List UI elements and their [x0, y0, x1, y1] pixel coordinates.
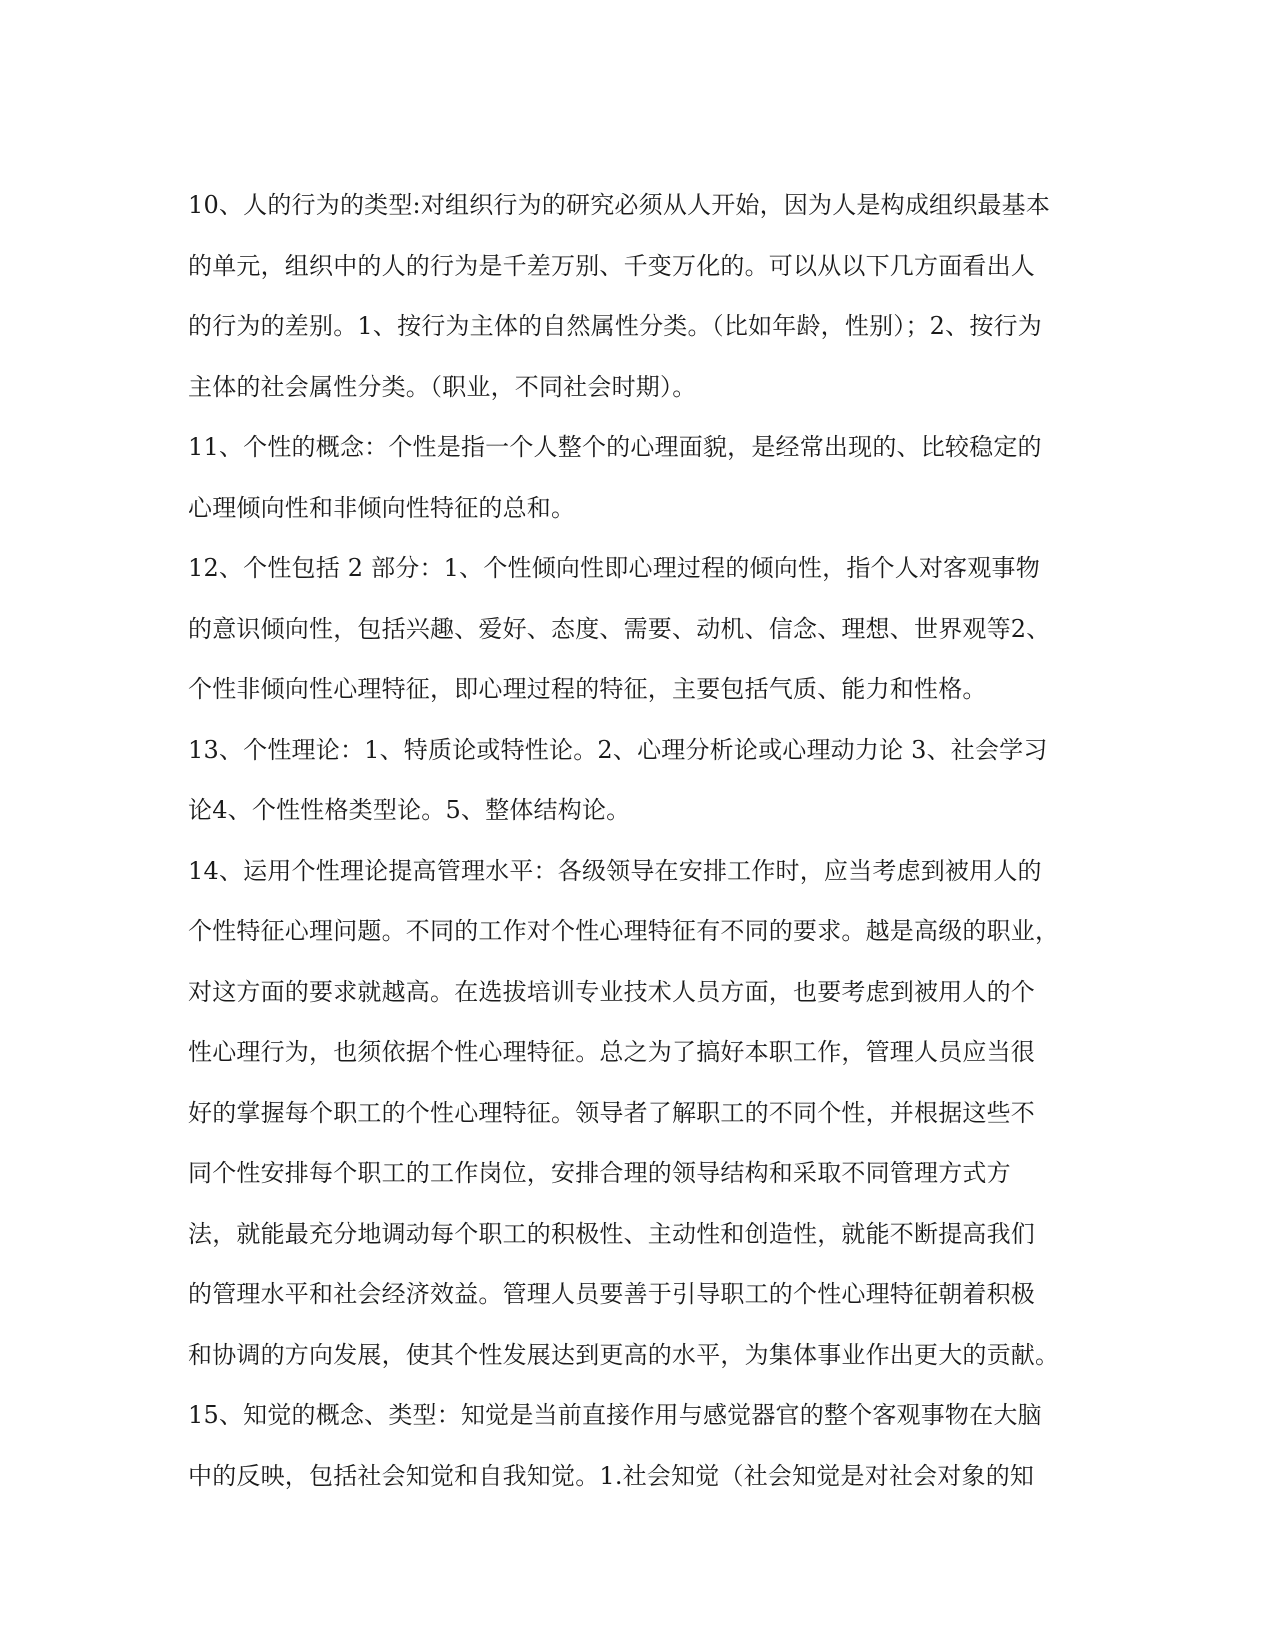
text-line: 好的掌握每个职工的个性心理特征。领导者了解职工的不同个性，并根据这些不: [188, 1098, 1035, 1127]
text-line: 13、个性理论：1、特质论或特性论。2、心理分析论或心理动力论 3、社会学习: [188, 735, 1048, 764]
text-line: 性心理行为，也须依据个性心理特征。总之为了搞好本职工作，管理人员应当很: [188, 1038, 1035, 1066]
text-line: 的单元，组织中的人的行为是千差万别、千变万化的。可以从以下几方面看出人: [188, 251, 1035, 280]
text-line: 10、人的行为的类型:对组织行为的研究必须从人开始，因为人是构成组织最基本: [188, 191, 1051, 219]
text-line: 的行为的差别。1、按行为主体的自然属性分类。（比如年龄，性别）；2、按行为: [188, 312, 1042, 340]
text-line: 的管理水平和社会经济效益。管理人员要善于引导职工的个性心理特征朝着积极: [188, 1280, 1035, 1308]
text-line: 个性非倾向性心理特征，即心理过程的特征，主要包括气质、能力和性格。: [188, 675, 987, 703]
document-body: [188, 175, 1088, 1506]
text-line: 14、运用个性理论提高管理水平：各级领导在安排工作时，应当考虑到被用人的: [188, 856, 1042, 885]
text-line: 个性特征心理问题。不同的工作对个性心理特征有不同的要求。越是高级的职业，: [188, 917, 1060, 945]
text-line: 和协调的方向发展，使其个性发展达到更高的水平，为集体事业作出更大的贡献。: [188, 1340, 1060, 1369]
text-line: 论4、个性性格类型论。5、整体结构论。: [188, 796, 631, 824]
text-line: 心理倾向性和非倾向性特征的总和。: [188, 493, 576, 522]
text-line: 15、知觉的概念、类型：知觉是当前直接作用与感觉器官的整个客观事物在大脑: [188, 1401, 1042, 1429]
text-line: 的意识倾向性，包括兴趣、爱好、态度、需要、动机、信念、理想、世界观等2、: [188, 614, 1051, 643]
text-line: 对这方面的要求就越高。在选拔培训专业技术人员方面，也要考虑到被用人的个: [188, 977, 1035, 1006]
text-line: 11、个性的概念：个性是指一个人整个的心理面貌，是经常出现的、比较稳定的: [188, 433, 1042, 461]
text-line: 12、个性包括 2 部分：1、个性倾向性即心理过程的倾向性，指个人对客观事物: [188, 554, 1040, 582]
text-line: 中的反映，包括社会知觉和自我知觉。1.社会知觉（社会知觉是对社会对象的知: [188, 1461, 1035, 1490]
text-line: 法，就能最充分地调动每个职工的积极性、主动性和创造性，就能不断提高我们: [188, 1219, 1035, 1248]
text-line: 同个性安排每个职工的工作岗位，安排合理的领导结构和采取不同管理方式方: [188, 1159, 1011, 1187]
text-line: 主体的社会属性分类。（职业，不同社会时期）。: [188, 372, 697, 401]
